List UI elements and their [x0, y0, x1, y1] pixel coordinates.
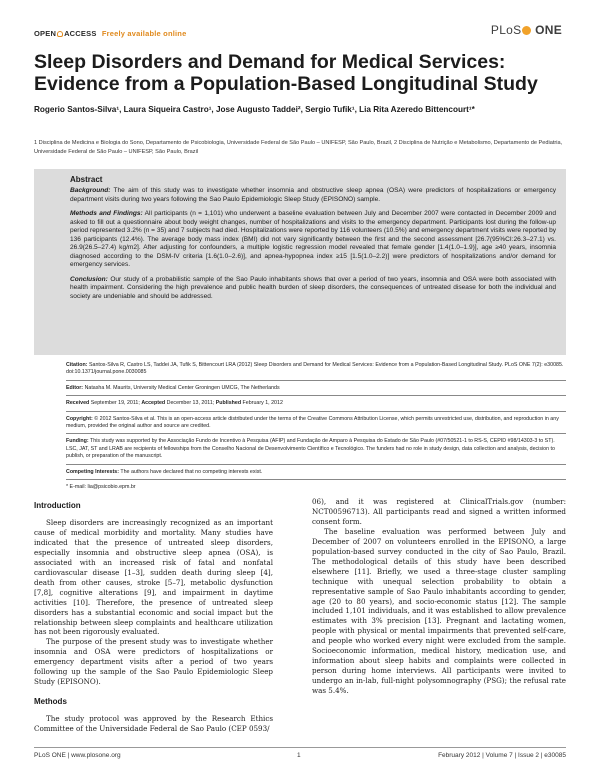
- journal-one-text: ONE: [535, 23, 562, 37]
- competing-interests: [66, 469, 566, 476]
- abstract-conclusion: [70, 276, 556, 302]
- received-date: September 19, 2011;: [90, 400, 140, 407]
- dates: [66, 400, 566, 407]
- footer-journal-url[interactable]: PLoS ONE | www.plosone.org: [34, 752, 121, 759]
- open-access-banner: [34, 29, 186, 38]
- right-column: [312, 497, 566, 696]
- background-label: Background:: [70, 187, 111, 194]
- citation-text: Santos-Silva R, Castro LS, Taddei JA, Tufik S, Bittencourt LRA (2012) Sleep Disorders and Demand for Medical Services: Evidence from a Population-Based Longitudinal Study. PLoS ONE 7(2): e30085. doi:10.1371/journal.pone.0030085: [66, 362, 564, 376]
- journal-plos-text: PLoS: [490, 23, 522, 37]
- editor-text: Natasha M. Maurits, University Medical Center Groningen UMCG, The Netherlands: [84, 384, 280, 391]
- contact-email[interactable]: * E-mail: lia@psicobio.epm.br: [66, 484, 136, 491]
- abstract-background: [70, 187, 556, 204]
- funding-text: This study was supported by the Associação Fundo de Incentivo à Pesquisa (AFIP) and Fundação de Amparo à Pesquisa do Estado de São Paulo (#07/50521-1 to RS-S, CEPID #98/14303-3 to ST). LSC, JAT, ST and LRAB are recipients of fellowships from the Conselho Nacional de Desenvolvimento Científico e Tecnológico. The funders had no role in study design, data collection and analysis, decision to publish, or preparation of the manuscript.: [66, 438, 555, 460]
- affiliations: 1 Disciplina de Medicina e Biologia do Sono, Departamento de Psicobiologia, Universidade Federal de São Paulo – UNIFESP, São Paulo, Brazil, 2 Disciplina de Nutrição e Metabolismo, Departamento de Pediatria, Universidade Federal de São Paulo – UNIFESP, São Paulo, Brazil: [34, 140, 563, 155]
- open-access-lock-icon: [57, 31, 63, 37]
- citation: [66, 362, 566, 377]
- published-label: Published: [215, 400, 242, 407]
- front-matter: [66, 362, 566, 494]
- abstract-heading: Abstract: [70, 175, 103, 184]
- copyright-label: Copyright:: [66, 415, 93, 422]
- methods-heading: Methods: [34, 697, 67, 707]
- right-paragraph-1: The baseline evaluation was performed between July and December of 2007 on volunteers enrolled in the EPISONO, a large population-based survey conducted in the city of Sao Paulo, Brazil. The methodological details of this study have been described elsewhere [11]. Briefly, we used a three-stage cluster sampling technique with unequal selection probability to obtain a representative sample of Sao Paulo inhabitants according to gender, age (20 to 80 years), and socio-economic status [12]. The sample included 1,101 individuals, and it was established to allow prevalence estimates with 3% precision [13]. Pregnant and lactating women, people with physical or mental impairments that prevented self-care, and people who worked every night were excluded from the sample. Socioeconomic information, medical history, medication use, and information about sleep habits and complaints were collected in person during home interviews. All participants were invited to undergo an in-lab, full-night polysomnography (PSG); the refusal rate was 5.4%.: [312, 526, 566, 696]
- copyright: [66, 416, 566, 431]
- copyright-text: © 2012 Santos-Silva et al. This is an open-access article distributed under the terms of the Creative Commons Attribution License, which permits unrestricted use, distribution, and reproduction in any medium, provided the original author and source are credited.: [66, 415, 559, 430]
- received-label: Received: [66, 400, 90, 407]
- divider: [66, 464, 566, 465]
- conclusion-text: Our study of a probabilistic sample of the Sao Paulo inhabitants shows that over a period of two years, insomnia and OSA were both associated with health impairment. Considering the high prevalence and public health burden of sleep disorders, the consequences of untreated disease for both the individual and society are undeniable and should be addressed.: [70, 275, 556, 300]
- intro-paragraph-1: Sleep disorders are increasingly recognized as an important cause of medical morbidity and mortality. Many studies have indicated that the presence of untreated sleep disorders, especially insomnia and obstructive sleep apnea (OSA), is associated with an increased risk of fatal and nonfatal cardiovascular disease [1–3], sudden death during sleep [4], death from other causes, stroke [5–7], metabolic dysfunction [7,8], cognitive alterations [9], and impairment in daytime activities [10]. Therefore, the presence of untreated sleep disorders has a substantial economic and social impact but the relationship between sleep complaints and healthcare utilization has not been rigorously evaluated.: [34, 518, 273, 637]
- right-paragraph-continued: 06), and it was registered at ClinicalTrials.gov (number: NCT00596713). All participants read and signed a written informed consent form.: [312, 497, 566, 526]
- divider: [66, 411, 566, 412]
- open-label: OPEN: [34, 29, 57, 38]
- published-date: February 1, 2012: [242, 400, 283, 407]
- funding-label: Funding:: [66, 438, 89, 445]
- journal-logo: [491, 23, 562, 37]
- abstract-box: [34, 169, 566, 355]
- divider: [66, 395, 566, 396]
- introduction-heading: Introduction: [34, 501, 81, 510]
- accepted-date: December 13, 2011;: [166, 400, 215, 407]
- article-title: Sleep Disorders and Demand for Medical Services: Evidence from a Population-Based Longitudinal Study: [34, 51, 538, 95]
- editor: [66, 385, 566, 392]
- intro-paragraph-2: The purpose of the present study was to investigate whether insomnia and OSA were predictors of hospitalizations or emergency department visits after a period of two years following up the sample of the Sao Paulo Epidemiologic Sleep Study (EPISONO).: [34, 637, 273, 687]
- abstract-methods: [70, 210, 556, 270]
- divider: [66, 380, 566, 381]
- conclusion-label: Conclusion:: [70, 275, 108, 283]
- access-label: ACCESS: [64, 29, 97, 38]
- footer-issue-info: February 2012 | Volume 7 | Issue 2 | e30085: [438, 752, 566, 759]
- author-list: Rogerio Santos-Silva¹, Laura Siqueira Castro¹, Jose Augusto Taddei², Sergio Tufik¹, Lia Rita Azeredo Bittencourt¹*: [34, 105, 475, 114]
- footer-rule: [34, 747, 566, 748]
- citation-label: Citation:: [66, 362, 88, 368]
- funding: [66, 438, 566, 460]
- divider: [66, 479, 566, 480]
- competing-label: Competing Interests:: [66, 468, 119, 475]
- methods-paragraph-1: The study protocol was approved by the Research Ethics Committee of the Universidade Federal de Sao Paulo (CEP 0593/: [34, 714, 273, 734]
- competing-text: The authors have declared that no competing interests exist.: [120, 468, 263, 475]
- background-text: The aim of this study was to investigate whether insomnia and obstructive sleep apnea (OSA) were predictors of hospitalizations or emergency department visits during two years following the Sao Paulo Epidemiologic Sleep Study (EPISONO) sample.: [70, 187, 556, 203]
- methods-label: Methods and Findings:: [70, 210, 143, 217]
- page-number: 1: [297, 752, 301, 759]
- methods-text: All participants (n = 1,101) who underwent a baseline evaluation between July and December 2007 were contacted in December 2009 and asked to fill out a questionnaire about body weight changes, number of hospitalizations and visits to the emergency department. Participants lost during the follow-up period represented 3.2% (n = 35) and 7 subjects had died. Hospitalizations were reported by 116 volunteers (10.5%) and emergency department visits were reported by 136 participants (12.4%). The average body mass index (BMI) did not vary significantly between the first and the second assessment [26.7(95%CI:26.3–27.1) vs. 26.9(26.5–27.4) kg/m2]. After adjusting for confounders, a multiple logistic regression model revealed that female gender [1.4(1.0–1.9)], age ≥40 years, insomnia diagnosed according to the DSM-IV criteria [1.6(1.0–2.6)], and apnea-hypopnea index ≥15 [1.5(1.0–2.2)] were predictors of hospitalizations and/or demand for emergency services.: [70, 210, 556, 268]
- divider: [66, 433, 566, 434]
- sun-logo-icon: [522, 26, 531, 35]
- editor-label: Editor:: [66, 384, 84, 391]
- accepted-label: Accepted: [141, 400, 166, 407]
- free-available-label: Freely available online: [101, 29, 187, 38]
- left-column: [34, 497, 273, 734]
